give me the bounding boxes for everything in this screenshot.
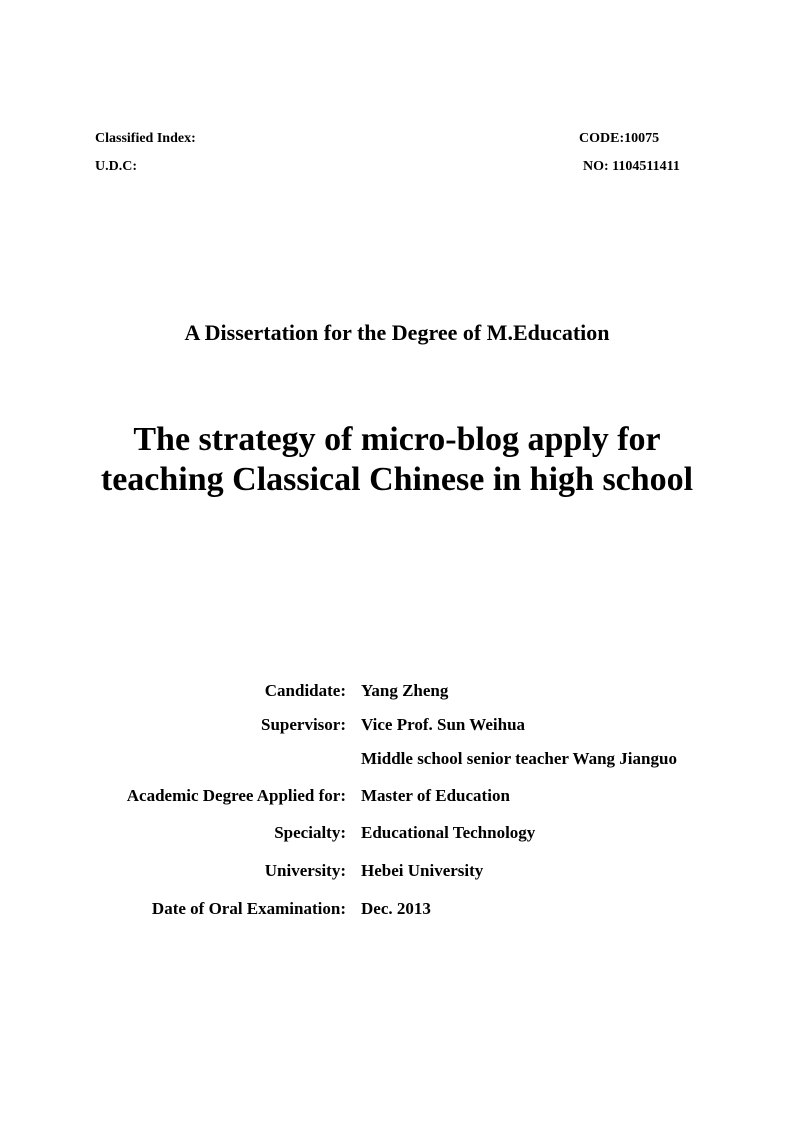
code-value: CODE:10075 xyxy=(579,131,660,146)
candidate-value: Yang Zheng xyxy=(361,681,449,700)
supervisor-value-2: Middle school senior teacher Wang Jianguo xyxy=(361,749,677,768)
university-value: Hebei University xyxy=(361,861,484,880)
udc-label: U.D.C: xyxy=(95,159,137,174)
title-line-1: The strategy of micro-blog apply for xyxy=(133,421,661,458)
dissertation-title xyxy=(0,420,794,500)
exam-date-label: Date of Oral Examination: xyxy=(151,899,346,918)
specialty-label: Specialty: xyxy=(274,823,346,842)
candidate-label: Candidate: xyxy=(264,681,346,700)
degree-applied-value: Master of Education xyxy=(361,786,510,805)
supervisor-value-1: Vice Prof. Sun Weihua xyxy=(361,715,526,734)
degree-heading: A Dissertation for the Degree of M.Education xyxy=(184,320,610,345)
title-line-2: teaching Classical Chinese in high school xyxy=(100,461,694,498)
university-label: University: xyxy=(264,861,346,880)
degree-applied-label: Academic Degree Applied for: xyxy=(126,786,346,805)
exam-date-value: Dec. 2013 xyxy=(361,899,431,918)
classified-index-label: Classified Index: xyxy=(95,131,196,146)
number-value: NO: 1104511411 xyxy=(583,159,680,174)
supervisor-label: Supervisor: xyxy=(261,715,346,734)
specialty-value: Educational Technology xyxy=(361,823,536,842)
